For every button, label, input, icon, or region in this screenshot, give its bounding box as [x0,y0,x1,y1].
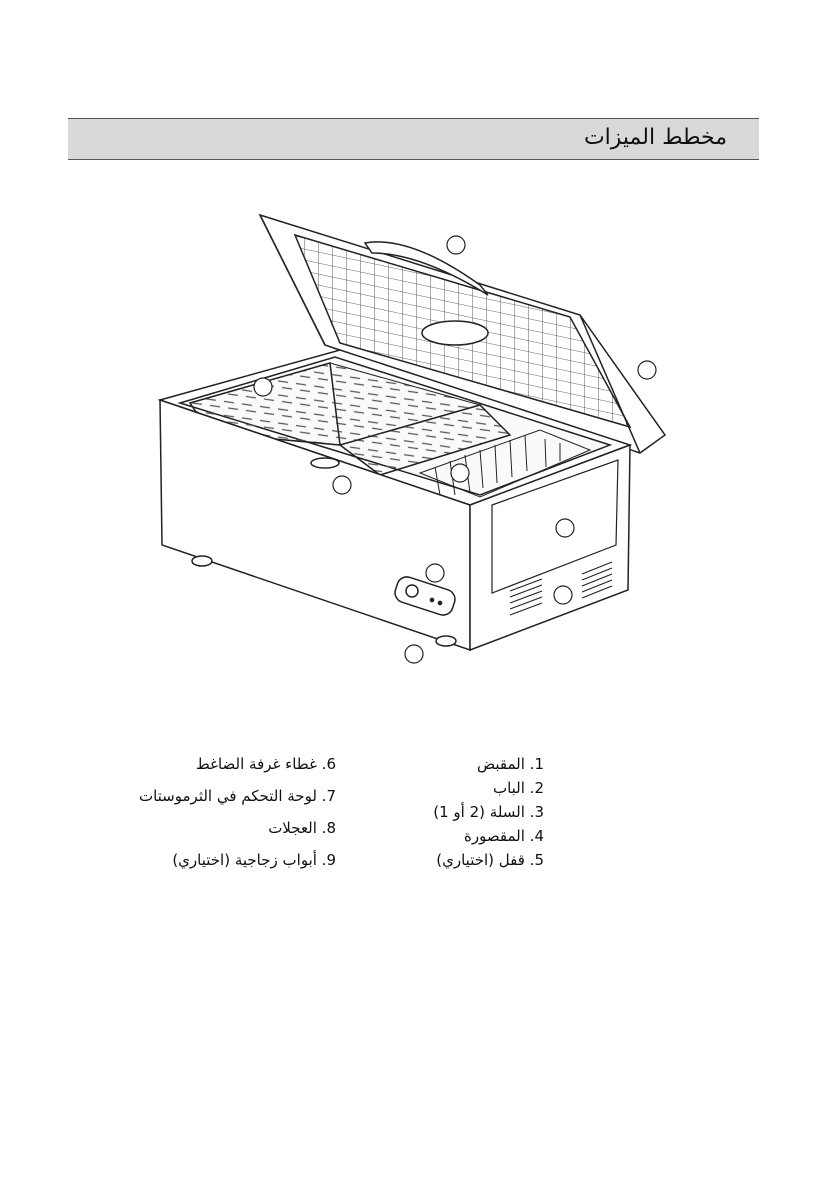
section-title: مخطط الميزات [583,125,727,150]
legend-item-handle: 1. المقبض [477,755,544,773]
legend-item-lock: 5. قفل (اختياري) [436,851,544,869]
legend-right-column [433,752,544,872]
callout-lock [333,476,351,494]
callout-wheels [405,645,423,663]
callout-control-panel [426,564,444,582]
callout-glass-doors [554,586,572,604]
legend-item-glass-doors: 9. أبواب زجاجية (اختياري) [172,851,336,869]
legend-item-door: 2. الباب [492,779,544,797]
callout-compartment [451,464,469,482]
legend-item-compressor-cover: 6. غطاء غرفة الضاغط [195,755,336,773]
callout-basket [254,378,272,396]
legend-item-basket: 3. السلة (2 أو 1) [433,803,544,821]
callout-handle [447,236,465,254]
legend-item-compartment: 4. المقصورة [464,827,544,845]
legend-item-thermostat-panel: 7. لوحة التحكم في الثرموستات [138,787,336,805]
callout-door [638,361,656,379]
chest-freezer-diagram [150,205,670,675]
legend-left-column [139,752,336,872]
callout-compressor-cover [556,519,574,537]
section-header-bar [68,118,759,160]
legend-item-wheels: 8. العجلات [268,819,336,837]
